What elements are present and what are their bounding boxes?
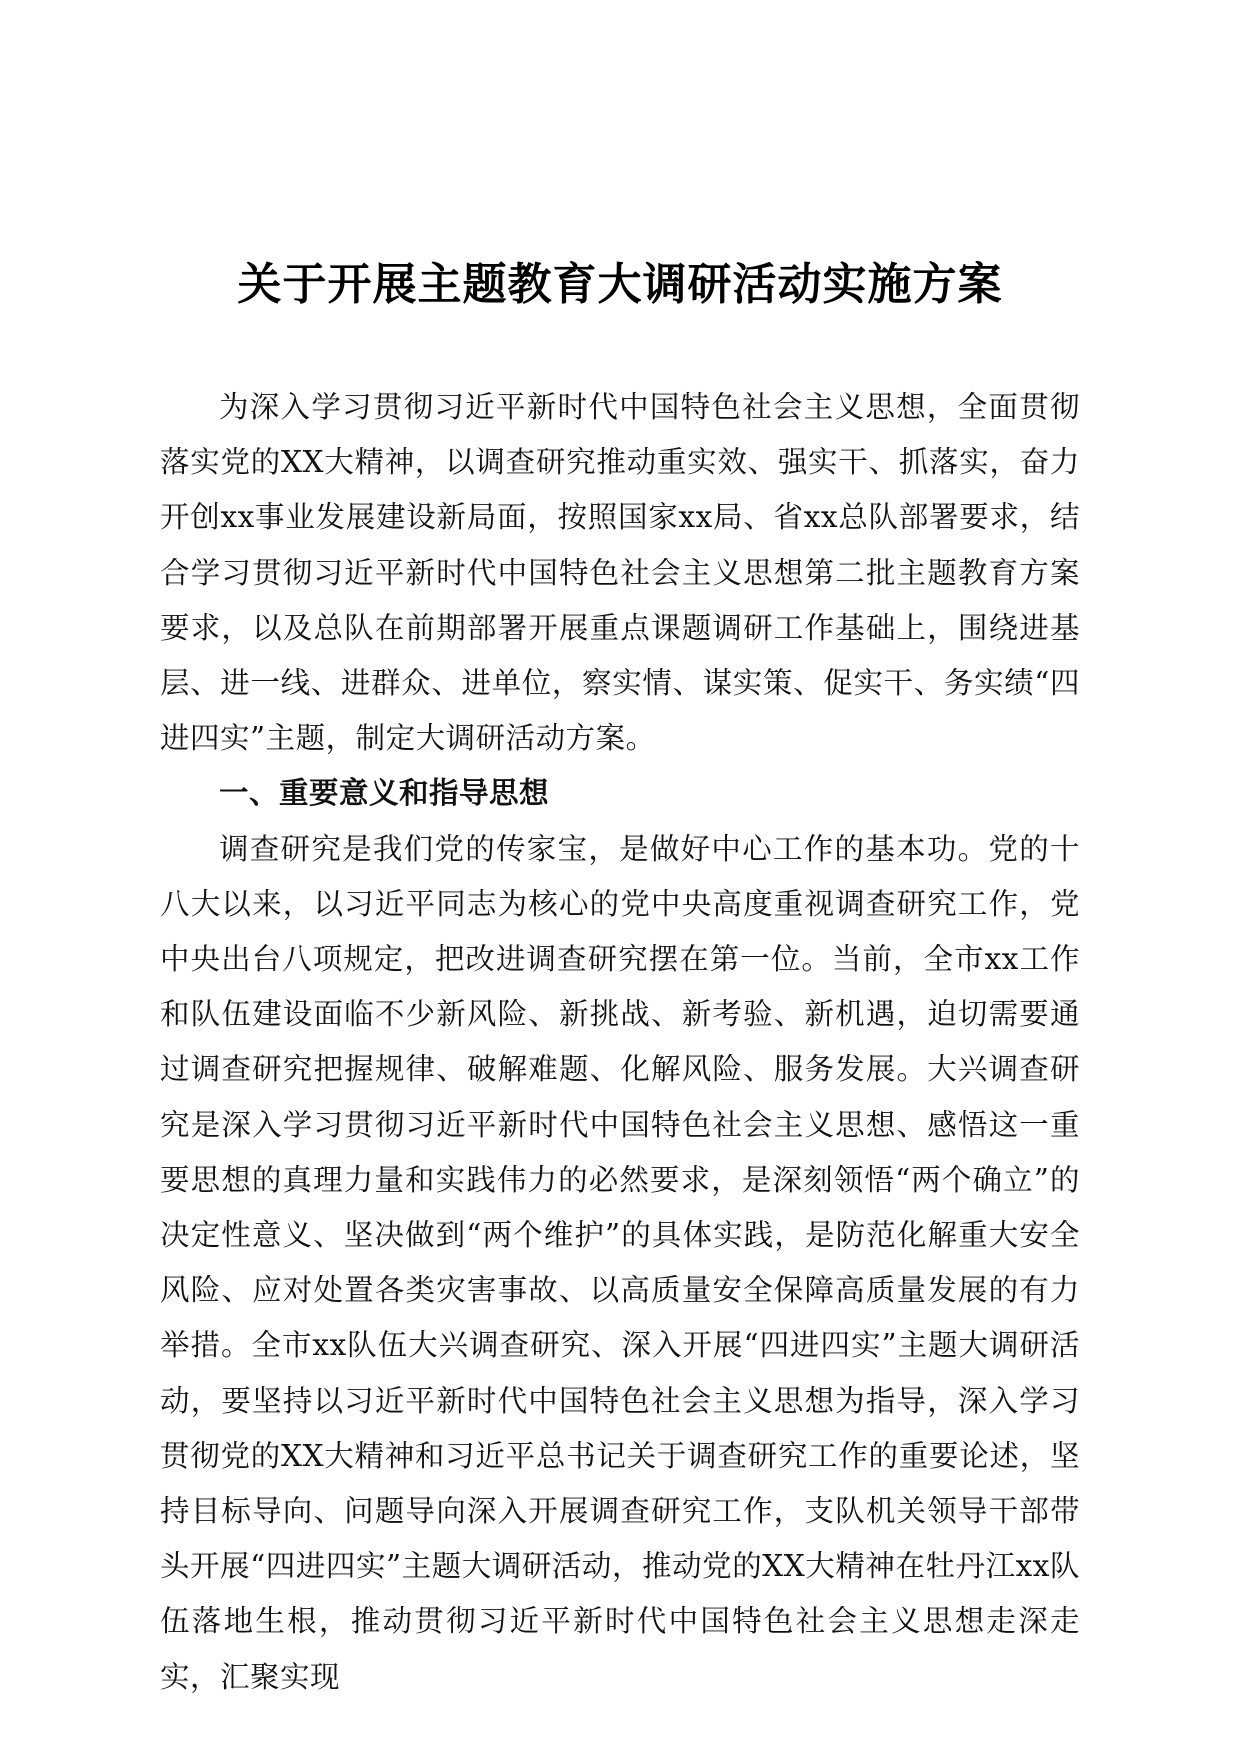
section-1-paragraph: 调查研究是我们党的传家宝，是做好中心工作的基本功。党的十八大以来，以习近平同志为核心的党中央高度重视调查研究工作，党中央出台八项规定，把改进调查研究摆在第一位。当前，全市xx工作和队伍建设面临不少新风险、新挑战、新考验、新机遇，迫切需要通过调查研究把握规律、破解难题、化解风险、服务发展。大兴调查研究是深入学习贯彻习近平新时代中国特色社会主义思想、感悟这一重要思想的真理力量和实践伟力的必然要求，是深刻领悟“两个确立”的决定性意义、坚决做到“两个维护”的具体实践，是防范化解重大安全风险、应对处置各类灾害事故、以高质量安全保障高质量发展的有力举措。全市xx队伍大兴调查研究、深入开展“四进四实”主题大调研活动，要坚持以习近平新时代中国特色社会主义思想为指导，深入学习贯彻党的XX大精神和习近平总书记关于调查研究工作的重要论述，坚持目标导向、问题导向深入开展调查研究工作，支队机关领导干部带头开展“四进四实”主题大调研活动，推动党的XX大精神在牡丹江xx队伍落地生根，推动贯彻习近平新时代中国特色社会主义思想走深走实，汇聚实现 (160, 831, 1080, 1694)
section-heading-1: 一、重要意义和指导思想 (219, 776, 550, 811)
document-title: 关于开展主题教育大调研活动实施方案 (237, 259, 1003, 310)
intro-paragraph: 为深入学习贯彻习近平新时代中国特色社会主义思想，全面贯彻落实党的XX大精神，以调查研究推动重实效、强实干、抓落实，奋力开创xx事业发展建设新局面，按照国家xx局、省xx总队部署要求，结合学习贯彻习近平新时代中国特色社会主义思想第二批主题教育方案要求，以及总队在前期部署开展重点课题调研工作基础上，围绕进基层、进一线、进群众、进单位，察实情、谋实策、促实干、务实绩“四进四实”主题，制定大调研活动方案。 (160, 390, 1080, 756)
document-body (160, 380, 1080, 1705)
